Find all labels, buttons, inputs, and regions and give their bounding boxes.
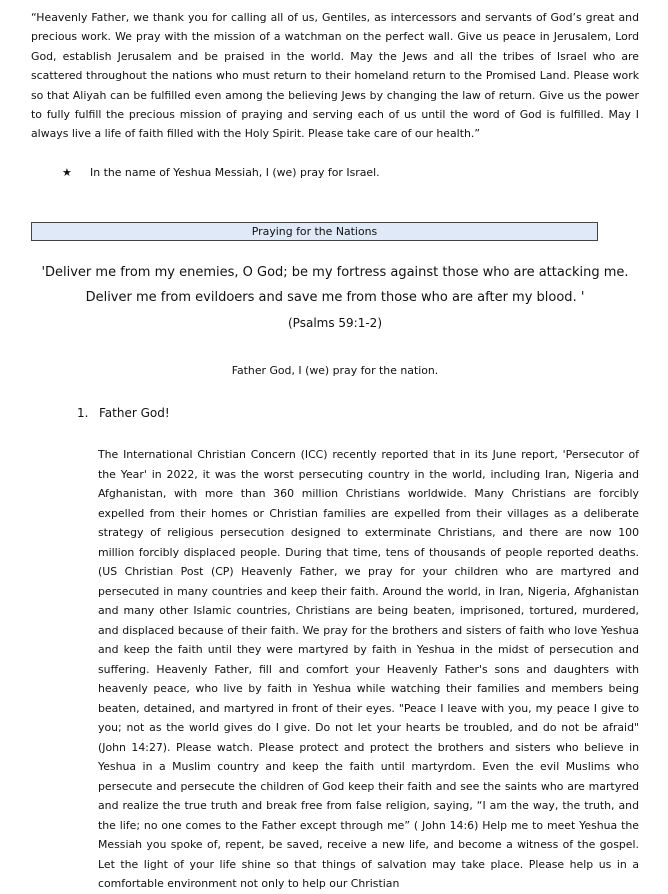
section-title: Praying for the Nations	[251, 225, 378, 238]
bullet-text: In the name of Yeshua Messiah, I (we) pray for Israel.	[90, 166, 380, 179]
bullet-line	[62, 164, 380, 182]
list-item-heading	[77, 403, 170, 423]
scripture-verse: 'Deliver me from my enemies, O God; be my fortress against those who are attacking me. Deliver me from evildoers and save me from those who are after my blood. '	[41, 265, 629, 305]
intro-paragraph: “Heavenly Father, we thank you for calling all of us, Gentiles, as intercessors and servants of God’s great and precious work. We pray with the mission of a watchman on the perfect wall. Give us peace in Jerusalem, Lord God, establish Jerusalem and be praised in the world. May the Jews and all the tribes of Israel who are scattered throughout the nations who must return to their homeland return to the Promised Land. Please work so that Aliyah can be fulfilled even among the believing Jews by changing the law of return. Give us the power to fully fulfill the precious mission of praying and serving each of us until the word of God is fulfilled. May I always live a life of faith filled with the Holy Spirit. Please take care of our health.”	[31, 11, 639, 141]
list-item-body: The International Christian Concern (ICC) recently reported that in its June report, 'Persecutor of the Year' in 2022, it was the worst persecuting country in the world, including Iran, Nigeria and Afghanistan, with more than 360 million Christians worldwide. Many Christians are forcibly expelled from their homes or Christian families are expelled from their villages as a deliberate strategy of religious persecution designed to exterminate Christians, and there are now 100 million forcibly displaced people. During that time, tens of thousands of people reported deaths. (US Christian Post (CP) Heavenly Father, we pray for your children who are martyred and persecuted in many countries and keep their faith. Around the world, in Iran, Nigeria, Afghanistan and many other Islamic countries, Christians are being beaten, imprisoned, tortured, murdered, and displaced because of their faith. We pray for the brothers and sisters of faith who love Yeshua and keep the faith until they were martyred by faith in Yeshua in the midst of persecution and suffering. Heavenly Father, fill and comfort your Heavenly Father's sons and daughters with heavenly peace, who live by faith in Yeshua while watching their families and members being beaten, detained, and martyred in front of their eyes. "Peace I leave with you, my peace I give to you; not as the world gives do I give. Do not let your hearts be troubled, and do not be afraid" (John 14:27). Please watch. Please protect and protect the brothers and sisters who believe in Yeshua in a Muslim country and keep the faith until martyrdom. Even the evil Muslims who persecute and persecute the children of God keep their faith and see the saints who are martyred and realize the true truth and break free from false religion, saying, “I am the way, the truth, and the life; no one comes to the Father except through me” ( John 14:6) Help me to meet Yeshua the Messiah you spoke of, repent, be saved, receive a new life, and become a witness of the gospel. Let the light of your life shine so that things of salvation may take place. Please help us in a comfortable environment not only to help our Christian	[98, 448, 639, 890]
scripture-reference: (Psalms 59:1-2)	[288, 316, 382, 330]
list-item-number: 1.	[77, 406, 89, 420]
star-bullet-icon: ★	[62, 166, 72, 179]
list-item-title: Father God!	[99, 406, 170, 420]
section-header-bar	[31, 222, 598, 241]
prayer-line: Father God, I (we) pray for the nation.	[231, 364, 439, 377]
